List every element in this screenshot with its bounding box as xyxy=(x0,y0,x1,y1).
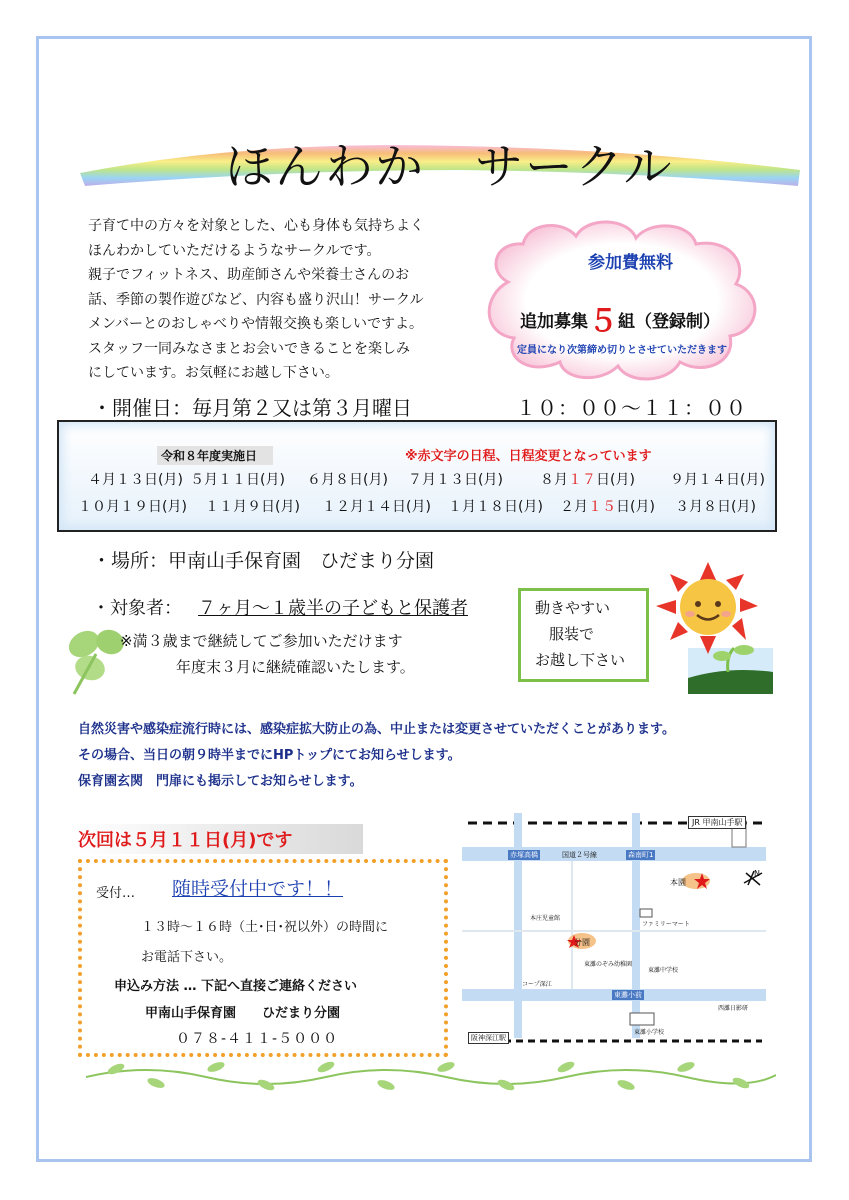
map-label-jr-station: JR 甲南山手駅 xyxy=(688,816,746,829)
intro-line: ほんわかしていただけるようなサークルです。 xyxy=(88,242,381,259)
map-label-kindergarten: 東灘のぞみ幼稚園 xyxy=(584,961,633,968)
phone-number: ０７８-４１１-５０００ xyxy=(176,1031,339,1047)
map-label-coop: コープ深江 xyxy=(522,981,552,988)
notice-line: その場合、当日の朝９時半までにHPトップにてお知らせします。 xyxy=(78,748,461,763)
place-text: ・場所：甲南山手保育園 ひだまり分園 xyxy=(92,550,435,572)
intro-line: 子育て中の方々を対象とした、心も身体も気持ちよく xyxy=(88,218,424,234)
map-label-road: 赤塚高橋 xyxy=(510,851,538,859)
schedule-date: １月１８日(月) xyxy=(448,499,543,515)
reception-status: 随時受付中です！！ xyxy=(172,878,344,900)
organization-name: 甲南山手保育園 ひだまり分園 xyxy=(145,1006,341,1021)
target-label: ・対象者： xyxy=(92,598,182,619)
map-label-hanshin-station: 阪神深江駅 xyxy=(468,1032,509,1044)
reception-label: 受付… xyxy=(96,886,136,901)
map-label-route2: 国道２号線 xyxy=(562,851,597,859)
schedule-date: １０月１９日(月) xyxy=(78,499,187,515)
intro-line: 親子でフィットネス、助産師さんや栄養士さんのお xyxy=(88,267,410,283)
clothing-line: 動きやすい xyxy=(535,599,611,617)
schedule-date: ９月１４日(月) xyxy=(670,472,765,488)
recruit-text xyxy=(520,296,720,340)
schedule-label: ・開催日：毎月第２又は第３月曜日 xyxy=(92,396,412,420)
notice-line: 保育園玄関 門扉にも掲示してお知らせします。 xyxy=(78,774,363,789)
intro-line: スタッフ一同みなさまとお会いできることを楽しみ xyxy=(88,340,410,357)
schedule-date: ６月８日(月) xyxy=(307,472,388,488)
capacity-note: 定員になり次第締め切りとさせていただきます xyxy=(517,345,727,356)
clothing-line: お越し下さい xyxy=(535,651,626,669)
map-label-school: 東灘小学校 xyxy=(634,1029,665,1036)
sun-illustration xyxy=(648,560,773,695)
recruit-number: ５ xyxy=(588,304,618,339)
schedule-date-changed: ８月１７日(月) xyxy=(540,472,635,488)
recruit-prefix: 追加募集 xyxy=(520,312,588,332)
intro-line: メンバーとのおしゃべりや情報交換も楽しいですよ。 xyxy=(88,316,424,332)
schedule-date: １２月１４日(月) xyxy=(322,499,431,515)
reception-hours: １３時～１６時（土･日･祝以外）の時間に xyxy=(141,920,389,935)
schedule-date-changed: ２月１５日(月) xyxy=(560,499,655,515)
schedule-date: ４月１３日(月) xyxy=(88,472,183,488)
intro-line: にしています。お気軽にお越し下さい。 xyxy=(88,365,339,381)
target-value: ７ヶ月～１歳半の子どもと保護者 xyxy=(198,598,468,619)
map-label-main: 本園 xyxy=(670,878,686,887)
map-label-road: 森南町1 xyxy=(628,851,654,859)
map-label-hall: 本庄児童館 xyxy=(530,915,561,922)
notice-line: 自然災害や感染症流行時には、感染症拡大防止の為、中止または変更させていただくことがあります。 xyxy=(78,722,675,737)
clothing-note-box xyxy=(518,588,649,682)
clothing-line: 服装で xyxy=(549,625,595,643)
intro-line: 話、季節の製作遊びなど、内容も盛り沢山！サークル xyxy=(88,291,424,308)
map-label-building: 西灘日影研 xyxy=(718,1005,749,1012)
schedule-date: ３月８日(月) xyxy=(675,499,756,515)
clover-leaf-illustration xyxy=(54,616,134,696)
schedule-change-note: ※赤文字の日程、日程変更となっています xyxy=(405,449,652,464)
access-map xyxy=(462,813,772,1053)
confirm-note: 年度末３月に継続確認いたします。 xyxy=(176,658,415,676)
map-drawing xyxy=(462,813,772,1053)
schedule-year-label: 令和８年度実施日 xyxy=(157,446,273,465)
vine-decoration xyxy=(86,1055,776,1095)
fee-text: 参加費無料 xyxy=(588,253,673,273)
application-method: 申込み方法 … 下記へ直接ご連絡ください xyxy=(114,979,358,994)
map-label-crossing: 東灘小前 xyxy=(614,991,642,999)
north-arrow-label: N xyxy=(754,869,760,878)
map-label-branch: 分園 xyxy=(574,938,590,947)
intro-text xyxy=(88,214,488,386)
schedule-date: １１月９日(月) xyxy=(205,499,300,515)
page-title: ほんわか サークル xyxy=(225,139,674,195)
continue-note: ※満３歳まで継続してご参加いただけます xyxy=(120,632,403,650)
schedule-date: ７月１３日(月) xyxy=(408,472,503,488)
schedule-time: １０：００～１１：００ xyxy=(516,396,747,420)
map-label-school2: 東灘中学校 xyxy=(648,967,679,974)
recruit-suffix: 組（登録制） xyxy=(618,312,720,332)
map-label-store: ファミリーマート xyxy=(642,921,690,928)
reception-call: お電話下さい。 xyxy=(141,950,233,965)
schedule-date: ５月１１日(月) xyxy=(190,472,285,488)
next-session-text: 次回は５月１１日(月)です xyxy=(78,830,293,851)
